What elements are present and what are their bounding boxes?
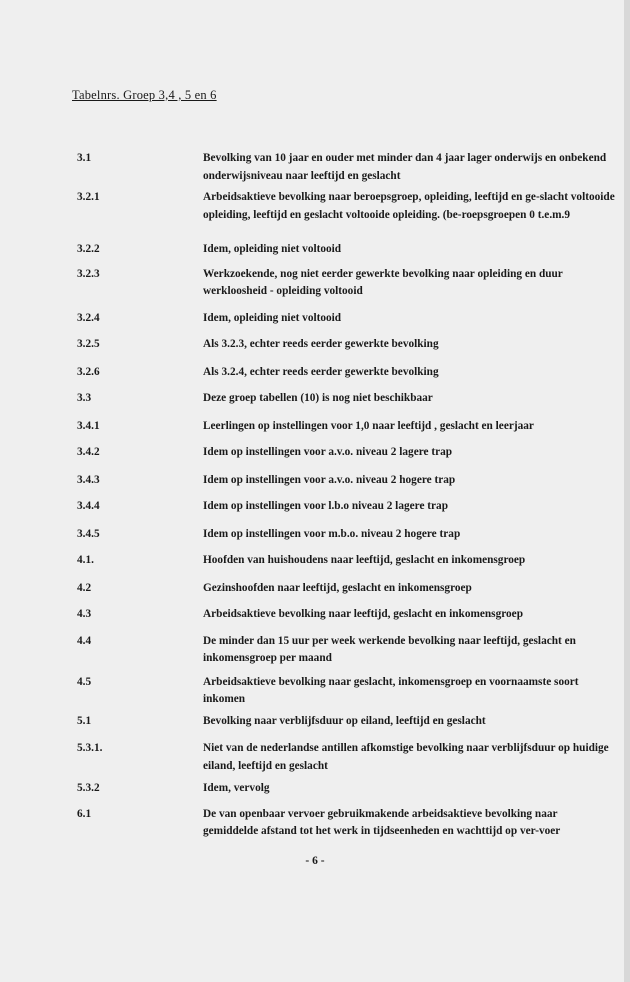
table-entry [0, 241, 630, 259]
page-title: Tabelnrs. Groep 3,4 , 5 en 6 [72, 88, 217, 102]
table-description: Idem op instellingen voor l.b.o niveau 2 lagere trap [203, 500, 448, 512]
table-number: 3.4.1 [77, 419, 100, 432]
table-entry [0, 526, 630, 544]
table-entry [0, 780, 630, 798]
table-description: Leerlingen op instellingen voor 1,0 naar leeftijd , geslacht en leerjaar [203, 419, 534, 432]
table-entry [0, 740, 630, 775]
table-description: Werkzoekende, nog niet eerder gewerkte bevolking naar opleiding en duur werkloosheid - opleiding voltooid [203, 267, 563, 297]
table-number: 3.2.4 [77, 311, 100, 324]
table-number: 3.3 [77, 392, 92, 404]
table-number: 3.4.2 [77, 446, 100, 458]
table-entry [0, 266, 630, 301]
table-number: 3.4.3 [77, 473, 100, 486]
table-description: De minder dan 15 uur per week werkende bevolking naar leeftijd, geslacht en inkomensgroep per maand [203, 634, 576, 664]
table-description: Niet van de nederlandse antillen afkomstige bevolking naar verblijfsduur op huidige eiland, leeftijd en geslacht [203, 742, 609, 772]
table-entry [0, 364, 630, 382]
table-number: 5.1 [77, 714, 92, 727]
table-description: Idem, opleiding niet voltooid [203, 311, 342, 324]
table-number: 3.4.4 [77, 500, 100, 512]
table-entry [0, 390, 630, 408]
table-number: 4.4 [77, 634, 92, 647]
table-entry [0, 713, 630, 731]
table-entry [0, 552, 630, 570]
table-description: Hoofden van huishoudens naar leeftijd, geslacht en inkomensgroep [203, 554, 526, 566]
table-number: 3.2.2 [77, 243, 100, 255]
table-number: 4.1. [77, 554, 94, 566]
table-description: Idem, vervolg [203, 782, 270, 794]
table-number: 4.3 [77, 608, 92, 620]
table-entry [0, 674, 630, 709]
table-number: 6.1 [77, 807, 92, 820]
table-description: Arbeidsaktieve bevolking naar geslacht, inkomensgroep en voornaamste soort inkomen [203, 675, 579, 705]
table-description: Arbeidsaktieve bevolking naar beroepsgroep, opleiding, leeftijd en ge-slacht voltooide opleiding, leeftijd en geslacht voltooide opleiding. (be-roepsgroepen 0 t.e.m.9 [203, 191, 615, 221]
table-entry [0, 498, 630, 516]
table-description: Idem op instellingen voor m.b.o. niveau 2 hogere trap [203, 527, 461, 540]
table-description: Idem op instellingen voor a.v.o. niveau 2 hogere trap [203, 473, 456, 486]
table-number: 4.2 [77, 581, 92, 594]
table-number: 3.2.1 [77, 191, 100, 203]
table-description: Deze groep tabellen (10) is nog niet beschikbaar [203, 392, 433, 404]
table-description: Bevolking van 10 jaar en ouder met minder dan 4 jaar lager onderwijs en onbekend onderwijsniveau naar leeftijd en geslacht [203, 152, 607, 182]
table-number: 5.3.2 [77, 782, 100, 794]
table-number: 3.4.5 [77, 527, 100, 540]
table-description: Als 3.2.4, echter reeds eerder gewerkte bevolking [203, 365, 439, 378]
table-description: Als 3.2.3, echter reeds eerder gewerkte bevolking [203, 338, 439, 350]
table-entry [0, 806, 630, 841]
table-entry [0, 580, 630, 598]
table-description: Bevolking naar verblijfsduur op eiland, leeftijd en geslacht [203, 714, 486, 727]
table-entry [0, 606, 630, 624]
table-description: De van openbaar vervoer gebruikmakende arbeidsaktieve bevolking naar gemiddelde afstand tot het werk in tijdseenheden en wachttijd op ver-voer [203, 807, 561, 837]
table-number: 3.1 [77, 152, 92, 164]
table-number: 4.5 [77, 675, 92, 688]
table-entry [0, 150, 630, 185]
table-entry [0, 336, 630, 354]
table-description: Arbeidsaktieve bevolking naar leeftijd, geslacht en inkomensgroep [203, 608, 523, 620]
table-entry [0, 444, 630, 462]
table-description: Gezinshoofden naar leeftijd, geslacht en inkomensgroep [203, 581, 472, 594]
table-entry [0, 418, 630, 436]
table-entry [0, 472, 630, 490]
table-number: 5.3.1. [77, 742, 103, 754]
table-entry [0, 189, 630, 224]
table-number: 3.2.6 [77, 365, 100, 378]
table-description: Idem op instellingen voor a.v.o. niveau 2 lagere trap [203, 446, 453, 458]
table-description: Idem, opleiding niet voltooid [203, 243, 342, 255]
table-number: 3.2.3 [77, 267, 100, 280]
page-number: - 6 - [305, 855, 325, 867]
table-entry [0, 633, 630, 668]
table-entry [0, 310, 630, 328]
table-number: 3.2.5 [77, 338, 100, 350]
